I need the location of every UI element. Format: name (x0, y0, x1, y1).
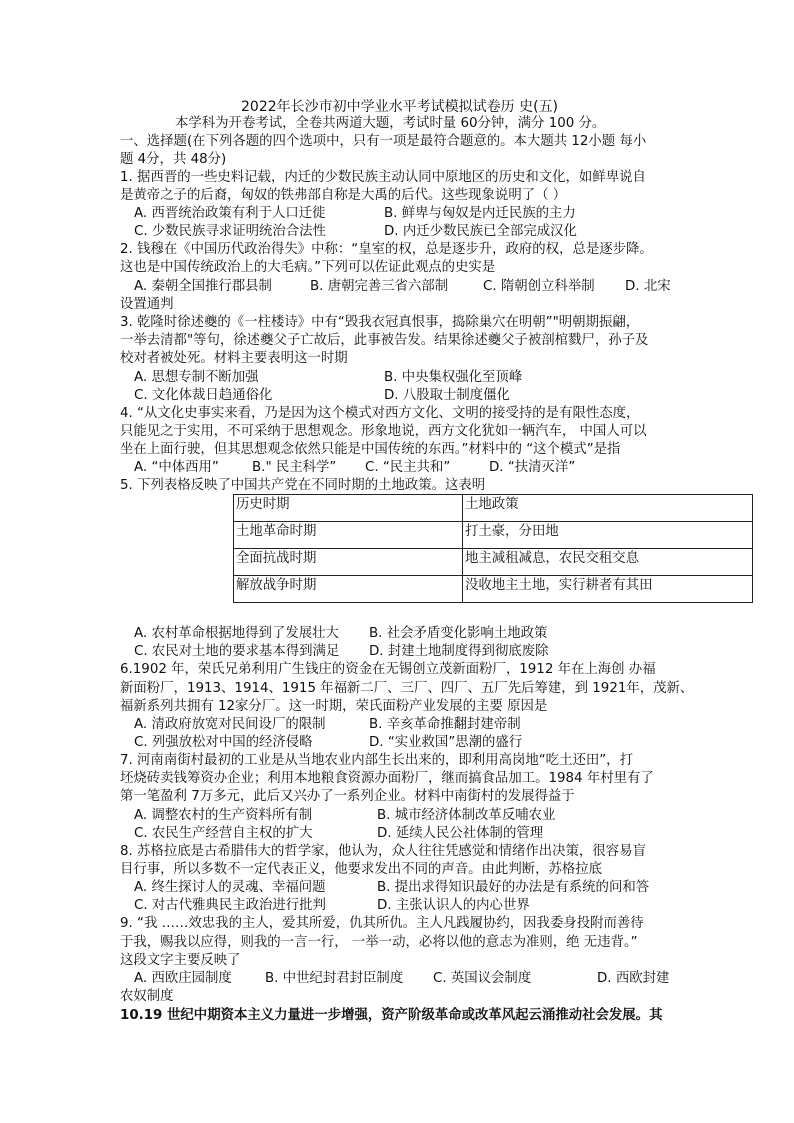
question-1-stem: 1. 据西晋的一些史料记载，内迁的少数民族主动认同中原地区的历史和文化，如鲜卑说自 (120, 170, 646, 185)
question-10-stem: 10.19 世纪中期资本主义力量进一步增强，资产阶级革命或改革风起云涌推动社会发展。其 (120, 1008, 663, 1023)
question-7-option-a: A. 调整农村的生产资料所有制 (134, 808, 313, 823)
question-2-option-d: D. 北宋 (625, 279, 671, 294)
table-header-row (234, 495, 753, 522)
question-4-stem: 坐在上面行驶，但其思想观念依然只能是中国传统的东西。”材料中的 “这个模式”是指 (120, 442, 621, 457)
question-9-stem: 9. “我 ……效忠我的主人，爱其所爱，仇其所仇。主人凡践履协约，因我委身投附而善待 (120, 916, 644, 931)
question-3-option-d: D. 八股取士制度僵化 (384, 388, 510, 403)
section-heading-cont: 题 4分，共 48分) (120, 152, 227, 167)
question-8-option-b: B. 提出求得知识最好的办法是有系统的问和答 (377, 880, 650, 895)
question-2-stem: 这也是中国传统政治上的大毛病。”下列可以佐证此观点的史实是 (120, 260, 496, 275)
table-cell-policy: 打土豪，分田地 (463, 522, 753, 549)
table-cell-period: 全面抗战时期 (234, 549, 463, 576)
question-7-option-d: D. 延续人民公社体制的管理 (377, 826, 544, 841)
question-2-stem: 2. 钱穆在《中国历代政治得失》中称：“皇室的权，总是逐步升，政府的权，总是逐步降。 (120, 242, 653, 257)
table-header-period: 历史时期 (234, 495, 463, 522)
question-7-option-b: B. 城市经济体制改革反哺农业 (377, 808, 556, 823)
table-header-policy: 土地政策 (463, 495, 753, 522)
question-9-option-d-cont: 农奴制度 (120, 989, 174, 1004)
exam-title: 2022年长沙市初中学业水平考试模拟试卷历 史(五) (241, 99, 559, 115)
question-2-option-d-cont: 设置通判 (120, 297, 174, 312)
question-3-option-c: C. 文化体裁日趋通俗化 (134, 388, 273, 403)
question-8-stem: 8. 苏格拉底是古希腊伟大的哲学家，他认为，众人往往凭感觉和情绪作出决策，很容易盲 (120, 844, 646, 859)
question-4-stem: 只能见之于实用，不可采纳于思想观念。形象地说，西方文化犹如一辆汽车， 中国人可以 (120, 424, 647, 439)
question-9-stem: 这段文字主要反映了 (120, 953, 241, 968)
question-6-option-b: B. 辛亥革命推翻封建帝制 (369, 717, 521, 732)
question-3-stem: 一举去清都"等句，徐述夔父子亡故后，此事被告发。结果徐述夔父子被剖棺戮尸，孙子及 (120, 333, 649, 348)
question-6-option-a: A. 清政府放宽对民间设厂的限制 (134, 717, 326, 732)
exam-intro: 本学科为开卷考试，全卷共两道大题，考试时量 60分钟，满分 100 分。 (175, 116, 606, 131)
question-7-stem: 7. 河南南街村最初的工业是从当地农业内部生长出来的，即利用高岗地“吃土还田”，打 (120, 753, 633, 768)
question-8-option-a: A. 终生探讨人的灵魂、幸福问题 (134, 880, 326, 895)
table-cell-policy: 地主减租减息，农民交租交息 (463, 549, 753, 576)
question-5-option-c: C. 农民对土地的要求基本得到满足 (134, 644, 340, 659)
question-5-option-b: B. 社会矛盾变化影响土地政策 (369, 626, 548, 641)
question-7-stem: 第一笔盈利 7万多元，此后又兴办了一系列企业。材料中南街村的发展得益于 (120, 789, 575, 804)
question-3-stem: 3. 乾隆时徐述夔的《一柱楼诗》中有“毁我衣冠真恨事，捣除巢穴在明朝”"明朝期振翩， (120, 315, 640, 330)
question-1-option-d: D. 内迁少数民族已全部完成汉化 (384, 224, 577, 239)
question-1-option-b: B. 鲜卑与匈奴是内迁民族的主力 (384, 206, 576, 221)
question-4-option-a: A. “中体西用” (134, 460, 219, 475)
question-6-stem: 福新系列共拥有 12家分厂。这一时期，荣氏面粉产业发展的主要 原因是 (120, 699, 548, 714)
table-cell-policy: 没收地主土地，实行耕者有其田 (463, 576, 753, 603)
question-3-option-a: A. 思想专制不断加强 (134, 370, 259, 385)
question-9-option-d: D. 西欧封建 (597, 971, 670, 986)
question-8-stem: 目行事，所以多数不一定代表正义，他要求发出不同的声音。由此判断，苏格拉底 (120, 862, 603, 877)
table-row (234, 576, 753, 603)
table-cell-period: 土地革命时期 (234, 522, 463, 549)
table-cell-period: 解放战争时期 (234, 576, 463, 603)
question-7-option-c: C. 农民生产经营自主权的扩大 (134, 826, 313, 841)
question-5-stem: 5. 下列表格反映了中国共产党在不同时期的土地政策。这表明 (120, 478, 486, 493)
question-2-option-a: A. 秦朝全国推行郡县制 (134, 279, 272, 294)
question-1-stem: 是黄帝之子的后裔，匈奴的铁弗部自称是大禹的后代。这些现象说明了（ ） (120, 188, 567, 203)
question-5-option-d: D. 封建土地制度得到彻底废除 (369, 644, 549, 659)
question-6-stem: 6.1902 年，荣氏兄弟利用广生钱庄的资金在无锡创立茂新面粉厂，1912 年在上海创 办福 (120, 662, 656, 677)
land-policy-table (233, 494, 753, 603)
question-3-option-b: B. 中央集权强化至顶峰 (384, 370, 523, 385)
question-7-stem: 坯烧砖卖钱筹资办企业；利用本地粮食资源办面粉厂，继而搞食品加工。1984 年村里有了 (120, 771, 654, 786)
question-3-stem: 校对者被处死。材料主要表明这一时期 (120, 351, 348, 366)
question-8-option-c: C. 对古代雅典民主政治进行批判 (134, 898, 326, 913)
question-9-option-a: A. 西欧庄园制度 (134, 971, 232, 986)
question-6-option-c: C. 列强放松对中国的经济侵略 (134, 735, 313, 750)
question-9-stem: 于我，赐我以应得，则我的一言一行， 一举一动，必将以他的意志为准则，绝 无违背。” (120, 935, 638, 950)
table-row (234, 549, 753, 576)
question-9-option-b: B. 中世纪封君封臣制度 (265, 971, 404, 986)
question-6-stem: 新面粉厂，1913、1914、1915 年福新二厂、三厂、四厂、五厂先后筹建，到 1921年，茂新、 (120, 681, 694, 696)
question-4-option-b: B." 民主科学” (252, 460, 337, 475)
question-2-option-c: C. 隋朝创立科举制 (483, 279, 595, 294)
question-4-option-d: D. “扶清灭洋” (489, 460, 576, 475)
question-4-stem: 4. “从文化史事实来看，乃是因为这个模式对西方文化、文明的接受持的是有限性态度， (120, 406, 640, 421)
section-heading: 一、选择题(在下列各题的四个选项中，只有一项是最符合题意的。本大题共 12小题 每小 (120, 134, 647, 149)
question-4-option-c: C. “民主共和” (365, 460, 451, 475)
question-6-option-d: D. “实业救国”思潮的盛行 (369, 735, 523, 750)
question-5-option-a: A. 农村革命根据地得到了发展壮大 (134, 626, 339, 641)
table-row (234, 522, 753, 549)
question-9-option-c: C. 英国议会制度 (433, 971, 532, 986)
question-2-option-b: B. 唐朝完善三省六部制 (310, 279, 449, 294)
question-1-option-c: C. 少数民族寻求证明统治合法性 (134, 224, 326, 239)
question-1-option-a: A. 西晋统治政策有利于人口迁徙 (134, 206, 326, 221)
question-8-option-d: D. 主张认识人的内心世界 (377, 898, 530, 913)
